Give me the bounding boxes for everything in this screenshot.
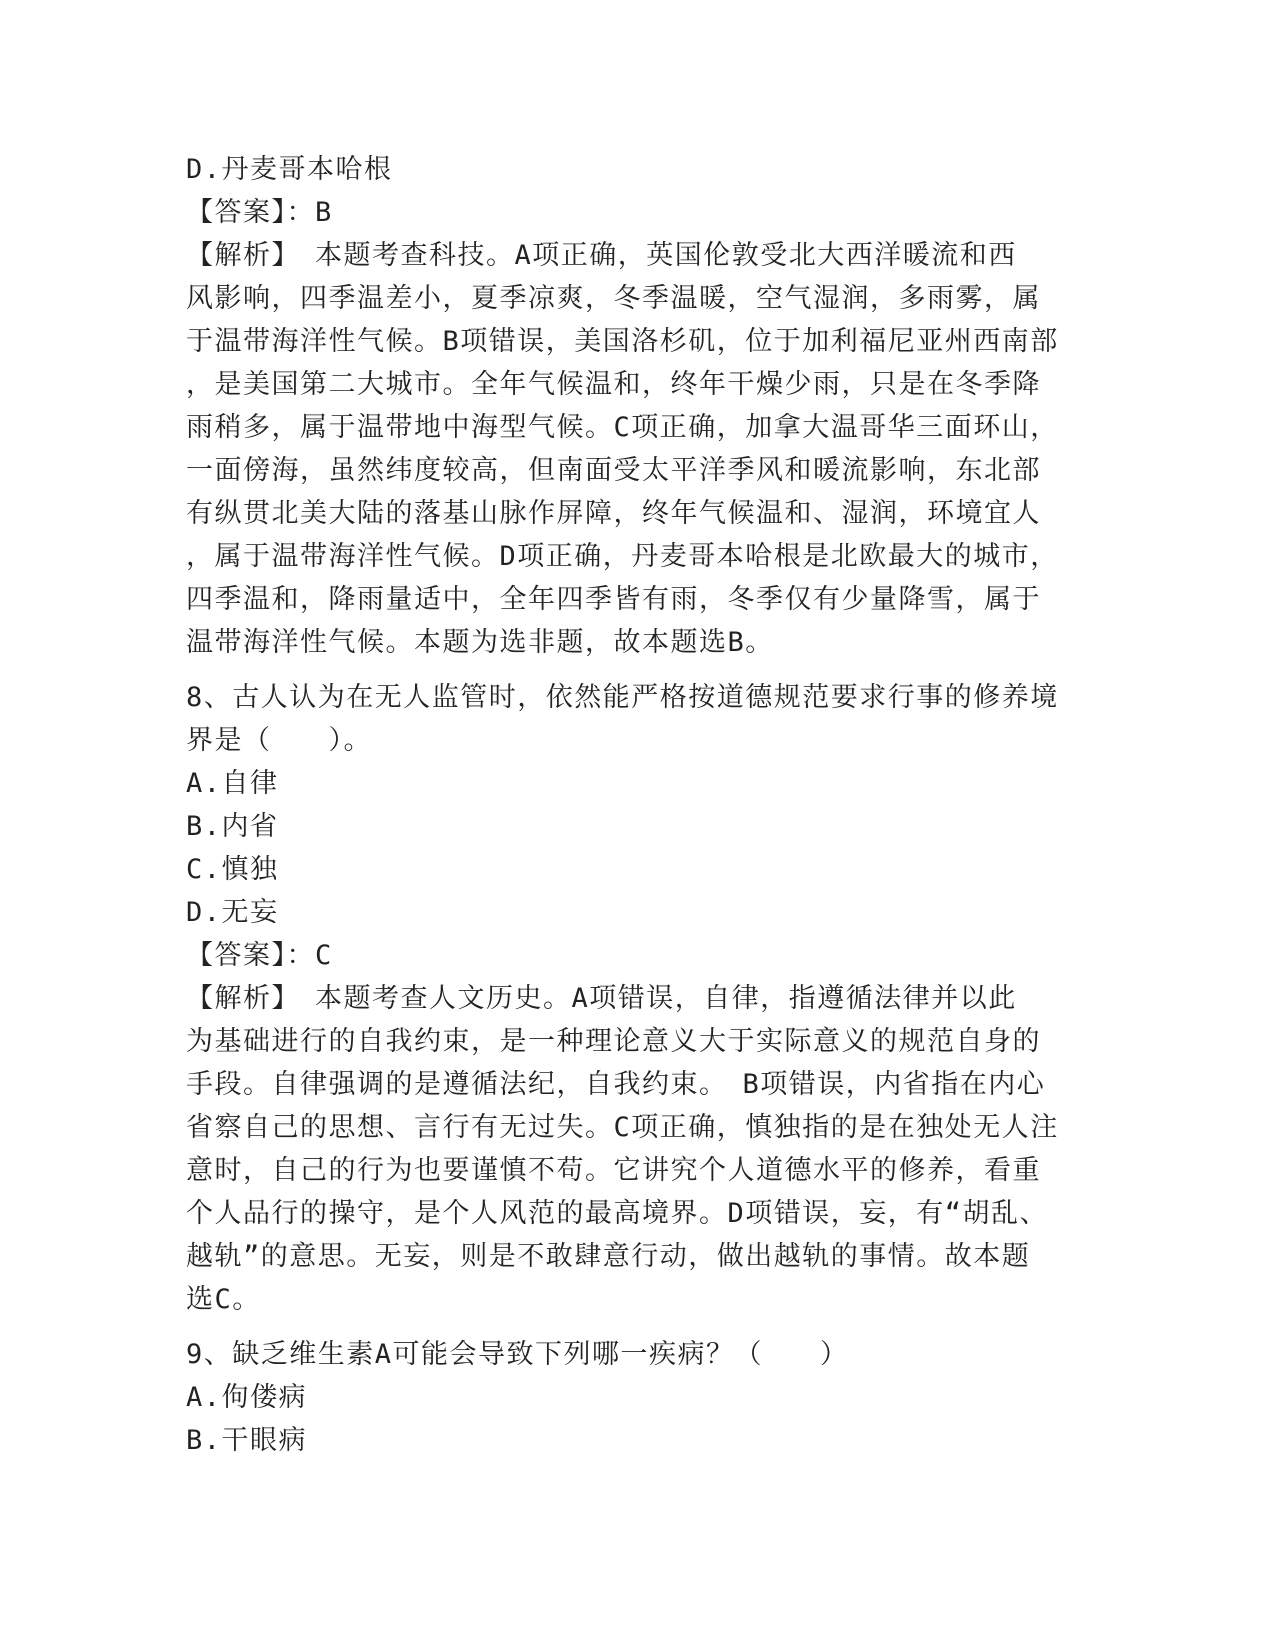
analysis-line: 雨稍多，属于温带地中海型气候。C项正确，加拿大温哥华三面环山，	[186, 412, 1059, 443]
analysis-line: 为基础进行的自我约束，是一种理论意义大于实际意义的规范自身的	[186, 1026, 1041, 1057]
option-b: B.干眼病	[186, 1425, 308, 1456]
spacer	[186, 664, 1071, 676]
spacer	[186, 1321, 1071, 1333]
analysis-line: 温带海洋性气候。本题为选非题，故本题选B。	[186, 627, 774, 658]
analysis-line: 选C。	[186, 1284, 261, 1315]
analysis-block	[186, 977, 1071, 1321]
answer-line: 【答案】：B	[186, 197, 333, 228]
analysis-line: 【解析】 本题考查人文历史。A项错误，自律，指遵循法律并以此	[186, 983, 1017, 1014]
analysis-line: 四季温和，降雨量适中，全年四季皆有雨，冬季仅有少量降雪，属于	[186, 584, 1041, 615]
answer-line: 【答案】：C	[186, 940, 333, 971]
question-9	[186, 1333, 1071, 1462]
analysis-line: 【解析】 本题考查科技。A项正确，英国伦敦受北大西洋暖流和西	[186, 240, 1017, 271]
option-d: D.无妄	[186, 897, 279, 928]
analysis-block	[186, 234, 1071, 664]
option-b: B.内省	[186, 811, 279, 842]
analysis-line: 省察自己的思想、言行有无过失。C项正确，慎独指的是在独处无人注	[186, 1112, 1059, 1143]
option-c: C.慎独	[186, 854, 279, 885]
question-8	[186, 676, 1071, 1321]
analysis-line: ，属于温带海洋性气候。D项正确，丹麦哥本哈根是北欧最大的城市，	[186, 541, 1059, 572]
analysis-line: 手段。自律强调的是遵循法纪，自我约束。 B项错误，内省指在内心	[186, 1069, 1046, 1100]
option-a: A.自律	[186, 768, 279, 799]
analysis-line: 一面傍海，虽然纬度较高，但南面受太平洋季风和暖流影响，东北部	[186, 455, 1041, 486]
analysis-line: ，是美国第二大城市。全年气候温和，终年干燥少雨，只是在冬季降	[186, 369, 1041, 400]
analysis-line: 意时，自己的行为也要谨慎不苟。它讲究个人道德水平的修养，看重	[186, 1155, 1041, 1186]
question-7-tail	[186, 148, 1071, 664]
option-d: D.丹麦哥本哈根	[186, 154, 393, 185]
question-text-line: 界是（ ）。	[186, 725, 372, 756]
question-text-line: 9、缺乏维生素A可能会导致下列哪一疾病？（ ）	[186, 1339, 849, 1370]
analysis-line: 于温带海洋性气候。B项错误，美国洛杉矶，位于加利福尼亚州西南部	[186, 326, 1059, 357]
analysis-line: 风影响，四季温差小，夏季凉爽，冬季温暖，空气湿润，多雨雾，属	[186, 283, 1041, 314]
option-a: A.佝偻病	[186, 1382, 308, 1413]
page-content	[186, 148, 1071, 1462]
analysis-line: 越轨”的意思。无妄，则是不敢肆意行动，做出越轨的事情。故本题	[186, 1241, 1031, 1272]
question-text-line: 8、古人认为在无人监管时，依然能严格按道德规范要求行事的修养境	[186, 682, 1059, 713]
analysis-line: 有纵贯北美大陆的落基山脉作屏障，终年气候温和、湿润，环境宜人	[186, 498, 1041, 529]
analysis-line: 个人品行的操守，是个人风范的最高境界。D项错误，妄，有“胡乱、	[186, 1198, 1049, 1229]
